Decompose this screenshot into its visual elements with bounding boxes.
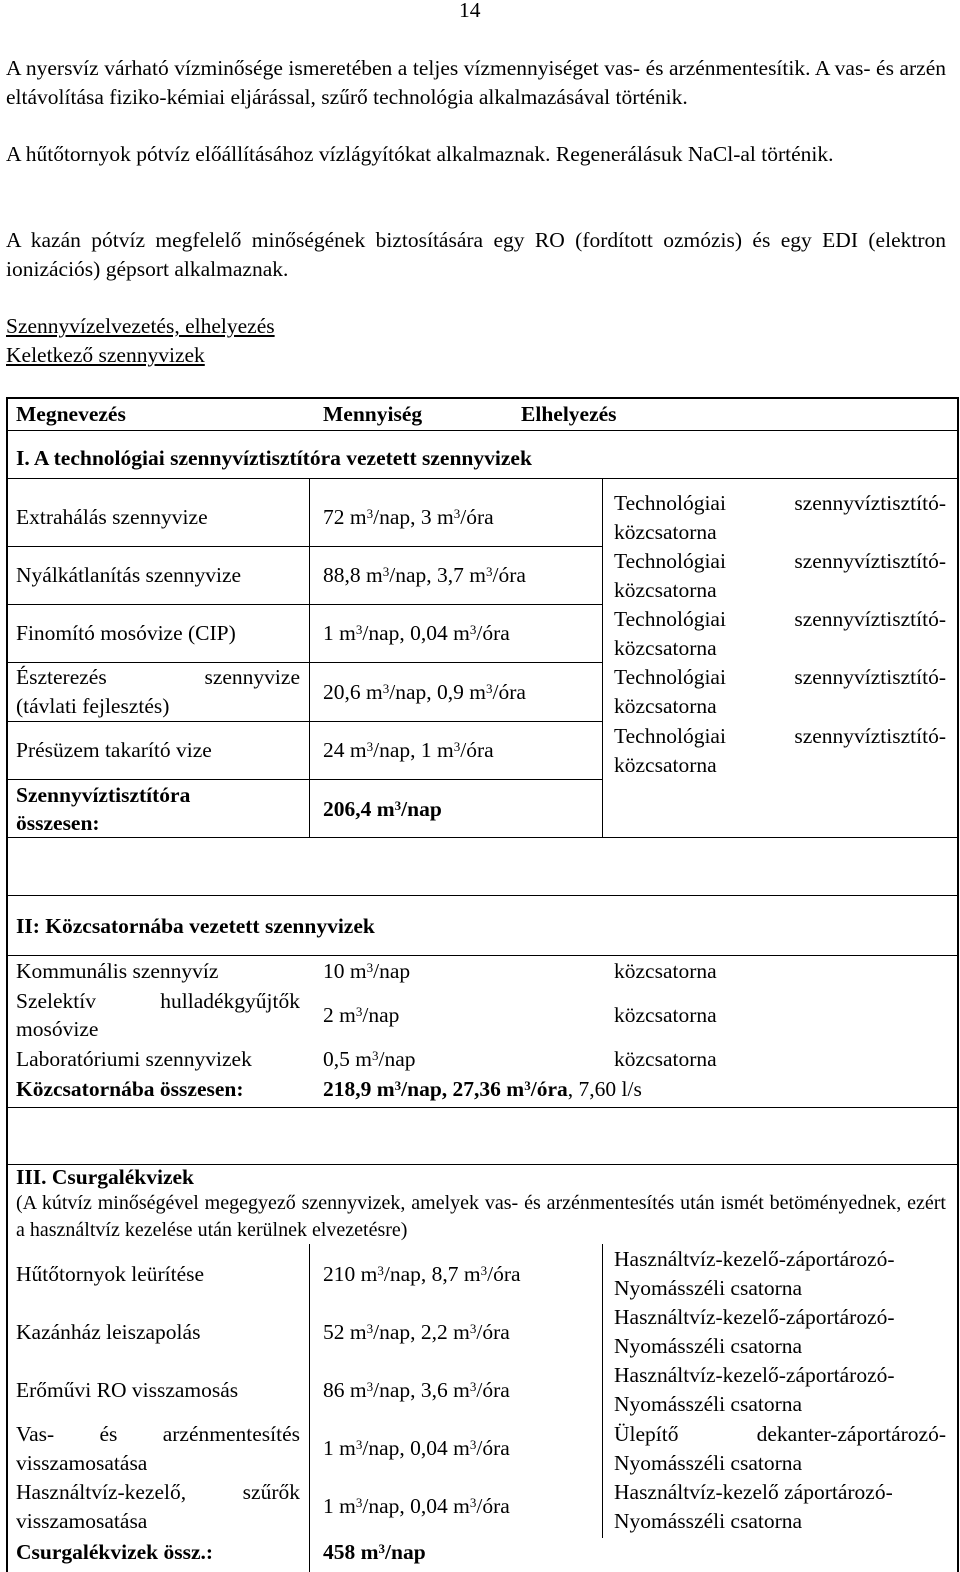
row-name: Kazánház leiszapolás [16,1320,201,1344]
row-name: Présüzem takarító vize [16,738,212,762]
row-placement: közcsatorna [614,959,717,983]
section-title-public-sewer: II: Közcsatornába vezetett szennyvizek [16,914,375,938]
total-quantity: 218,9 $m^3$/nap, 27,36 $m^3$/óra, 7,60 l/s [323,1077,642,1101]
page-number: 14 [459,0,481,22]
column-header-name: Megnevezés [16,402,126,426]
row-name: Észterezés szennyvize [16,665,300,689]
row-quantity: 88,8 $m^3$/nap, 3,7 $m^3$/óra [323,563,526,587]
paragraph-boiler-water: A kazán pótvíz megfelelő minőségének biztosítására egy RO (fordított ozmózis) és egy EDI (elektron ionizációs) gépsort alkalmaznak. [6,228,946,281]
row-placement: Technológiai szennyvíztisztító- [614,491,946,515]
row-placement-cont: közcsatorna [614,520,717,544]
row-placement: Technológiai szennyvíztisztító- [614,665,946,689]
row-name: Extrahálás szennyvize [16,505,208,529]
row-name: Hűtőtornyok leürítése [16,1262,205,1286]
row-placement-cont: közcsatorna [614,578,717,602]
row-name-cont: mosóvize [16,1017,99,1041]
total-quantity: 458 $m^3$/nap [323,1540,426,1564]
heading-wastewater-drainage: Szennyvízelvezetés, elhelyezés [6,314,275,338]
section-title-leachate: III. Csurgalékvizek [16,1165,194,1189]
row-placement-cont: Nyomásszéli csatorna [614,1276,803,1300]
row-placement: Ülepítő dekanter-záportározó- [614,1422,946,1446]
row-quantity: 1 $m^3$/nap, 0,04 $m^3$/óra [323,1494,510,1518]
column-header-placement: Elhelyezés [521,402,617,426]
row-placement: Használtvíz-kezelő-záportározó- [614,1247,895,1271]
row-quantity: 10 $m^3$/nap [323,959,411,983]
total-quantity: 206,4 $m^3$/nap [323,797,442,821]
row-quantity: 210 $m^3$/nap, 8,7 $m^3$/óra [323,1262,521,1286]
row-name: Szelektív hulladékgyűjtők [16,989,300,1013]
row-placement-cont: közcsatorna [614,636,717,660]
total-label-cont: összesen: [16,811,100,835]
row-placement-cont: Nyomásszéli csatorna [614,1509,803,1533]
row-name: Laboratóriumi szennyvizek [16,1047,252,1071]
total-label: Csurgalékvizek össz.: [16,1540,214,1564]
paragraph-cooling-towers: A hűtőtornyok pótvíz előállításához vízlágyítókat alkalmaznak. Regenerálásuk NaCl-al történik. [6,142,834,166]
row-placement-cont: közcsatorna [614,694,717,718]
row-placement: Technológiai szennyvíztisztító- [614,549,946,573]
row-name-cont: visszamosatása [16,1451,148,1475]
row-quantity: 86 $m^3$/nap, 3,6 $m^3$/óra [323,1378,510,1402]
paragraph-water-quality: A nyersvíz várható vízminősége ismeretében a teljes vízmennyiséget vas- és arzénmentesítik. A vas- és arzén eltávolítása fiziko-kémiai eljárással, szűrő technológia alkalmazásával történik. [6,56,946,109]
row-quantity: 20,6 $m^3$/nap, 0,9 $m^3$/óra [323,680,526,704]
row-quantity: 1 $m^3$/nap, 0,04 $m^3$/óra [323,621,510,645]
row-name: Használtvíz-kezelő, szűrők [16,1480,300,1504]
row-quantity: 1 $m^3$/nap, 0,04 $m^3$/óra [323,1436,510,1460]
row-name: Kommunális szennyvíz [16,959,219,983]
row-placement: Használtvíz-kezelő-záportározó- [614,1305,895,1329]
row-quantity: 52 $m^3$/nap, 2,2 $m^3$/óra [323,1320,510,1344]
row-quantity: 72 $m^3$/nap, 3 $m^3$/óra [323,505,494,529]
row-placement-cont: közcsatorna [614,753,717,777]
total-label: Szennyvíztisztítóra [16,783,191,807]
row-placement-cont: Nyomásszéli csatorna [614,1451,803,1475]
row-name: Erőművi RO visszamosás [16,1378,239,1402]
row-placement: közcsatorna [614,1003,717,1027]
row-placement: Technológiai szennyvíztisztító- [614,607,946,631]
row-name: Finomító mosóvize (CIP) [16,621,236,645]
row-name: Nyálkátlanítás szennyvize [16,563,242,587]
row-quantity: 0,5 $m^3$/nap [323,1047,416,1071]
row-placement: Használtvíz-kezelő záportározó- [614,1480,893,1504]
section-title-technological: I. A technológiai szennyvíztisztítóra vezetett szennyvizek [16,446,532,470]
total-label: Közcsatornába összesen: [16,1077,244,1101]
row-quantity: 24 $m^3$/nap, 1 $m^3$/óra [323,738,494,762]
row-placement-cont: Nyomásszéli csatorna [614,1334,803,1358]
row-quantity: 2 $m^3$/nap [323,1003,400,1027]
row-placement: közcsatorna [614,1047,717,1071]
row-placement: Technológiai szennyvíztisztító- [614,724,946,748]
row-name-cont: (távlati fejlesztés) [16,694,170,718]
section-note: (A kútvíz minőségével megegyező szennyvizek, amelyek vas- és arzénmentesítés után ismét betöményednek, ezért a használtvíz kezelése után kerülnek elvezetésre) [16,1192,946,1241]
heading-generated-wastewater: Keletkező szennyvizek [6,343,205,367]
row-placement: Használtvíz-kezelő-záportározó- [614,1363,895,1387]
row-placement-cont: Nyomásszéli csatorna [614,1392,803,1416]
row-name-cont: visszamosatása [16,1509,148,1533]
row-name: Vas- és arzénmentesítés [16,1422,300,1446]
column-header-quantity: Mennyiség [323,402,423,426]
